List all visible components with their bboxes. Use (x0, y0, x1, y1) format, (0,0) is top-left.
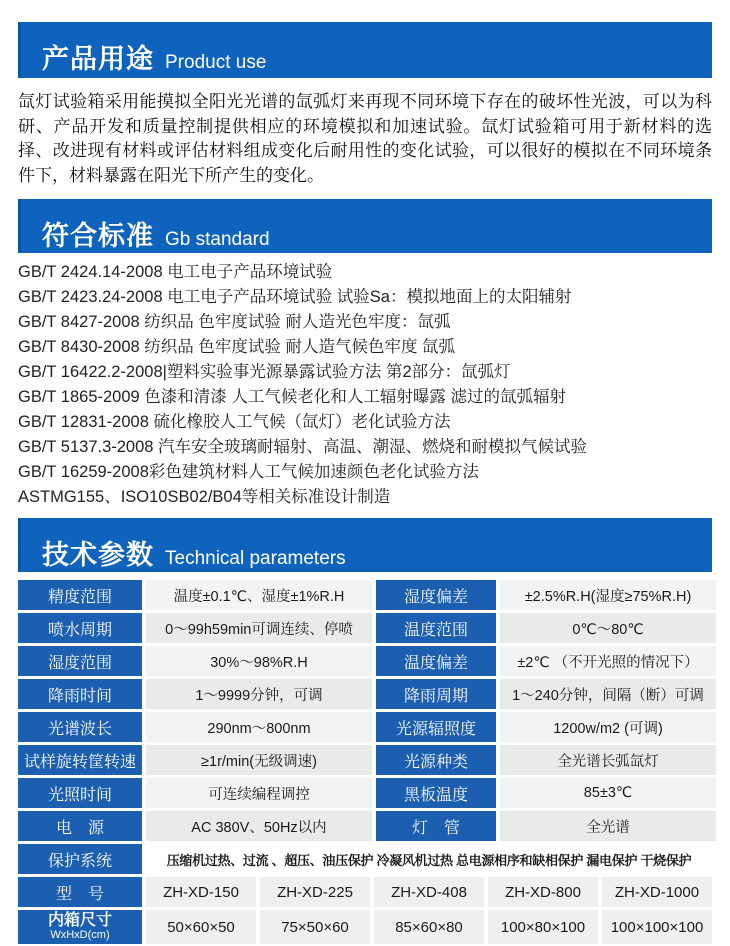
param-label: 温度范围 (376, 613, 496, 643)
section-header-inner: 技术参数 Technical parameters (42, 540, 346, 570)
param-label: 光照时间 (18, 778, 142, 808)
table-row (18, 811, 712, 841)
param-label: 黑板温度 (376, 778, 496, 808)
table-row (18, 679, 712, 709)
standards-list (18, 260, 712, 510)
model-value: ZH-XD-800 (488, 877, 598, 907)
param-value: 全光谱长弧氙灯 (500, 745, 716, 775)
dimension-value: 100×80×100 (488, 910, 598, 944)
param-value: AC 380V、50Hz以内 (146, 811, 372, 841)
param-label: 喷水周期 (18, 613, 142, 643)
table-row (18, 778, 712, 808)
param-label: 试样旋转筐转速 (18, 745, 142, 775)
model-value: ZH-XD-408 (374, 877, 484, 907)
param-label: 温度偏差 (376, 646, 496, 676)
table-row (18, 613, 712, 643)
section-header-standards (18, 199, 712, 253)
standard-item: ASTMG155、ISO10SB02/B04等相关标准设计制造 (18, 488, 391, 506)
param-value: 全光谱 (500, 811, 716, 841)
param-value: 290nm～800nm (146, 712, 372, 742)
param-label: 型 号 (18, 877, 142, 907)
param-label: 灯 管 (376, 811, 496, 841)
param-label: 湿度偏差 (376, 580, 496, 610)
param-value: 85±3℃ (500, 778, 716, 808)
param-value: ≥1r/min(无级调速) (146, 745, 372, 775)
section-header-inner: 产品用途 Product use (42, 44, 267, 74)
product-use-paragraph: 氙灯试验箱采用能摸拟全阳光光谱的氙弧灯来再现不同环境下存在的破坏性光波，可以为科研、产品开发和质量控制提供相应的环境模拟和加速试验。氙灯试验箱可用于新材料的选择、改进现有材料或评估材料组成变化后耐用性的变化试验，可以很好的模拟在不同环境条件下，材料暴露在阳光下所产生的变化。 (18, 92, 712, 185)
param-value: 温度±0.1℃、湿度±1%R.H (146, 580, 372, 610)
table-row-dimensions (18, 910, 712, 944)
table-row-models (18, 877, 712, 907)
param-value: 可连续编程调控 (146, 778, 372, 808)
param-value: ±2℃ （不开光照的情况下） (500, 646, 716, 676)
standard-item: GB/T 16422.2-2008|塑料实验事光源暴露试验方法 第2部分：氙弧灯 (18, 363, 511, 381)
dims-label-sub: WxHxD(cm) (50, 928, 110, 941)
dimension-value: 75×50×60 (260, 910, 370, 944)
standard-item: GB/T 16259-2008彩色建筑材料人工气候加速颜色老化试验方法 (18, 463, 479, 481)
param-value: 0～99h59min可调连续、停喷 (146, 613, 372, 643)
standard-item: GB/T 2423.24-2008 电工电子产品环境试验 试验Sa：模拟地面上的太阳辅射 (18, 288, 572, 306)
table-row (18, 580, 712, 610)
standard-item: GB/T 8430-2008 纺织品 色牢度试验 耐人造气候色牢度 氙弧 (18, 338, 456, 356)
standard-item: GB/T 12831-2008 硫化橡胶人工气候（氙灯）老化试验方法 (18, 413, 451, 431)
section-header-product-use (18, 22, 712, 78)
dimension-value: 50×60×50 (146, 910, 256, 944)
param-label: 电 源 (18, 811, 142, 841)
model-value: ZH-XD-150 (146, 877, 256, 907)
standard-item: GB/T 1865-2009 色漆和清漆 人工气候老化和人工辐射曝露 滤过的氙弧辐射 (18, 388, 566, 406)
standard-item: GB/T 2424.14-2008 电工电子产品环境试验 (18, 263, 333, 281)
param-value: 1～9999分钟，可调 (146, 679, 372, 709)
param-label: 保护系统 (18, 844, 142, 874)
table-row (18, 712, 712, 742)
param-label (18, 910, 142, 944)
param-label: 湿度范围 (18, 646, 142, 676)
param-label: 降雨时间 (18, 679, 142, 709)
param-label: 光源种类 (376, 745, 496, 775)
dims-label-main: 内箱尺寸 (47, 911, 112, 929)
table-row-protection (18, 844, 712, 874)
dimension-value: 85×60×80 (374, 910, 484, 944)
param-value: ±2.5%R.H(湿度≥75%R.H) (500, 580, 716, 610)
model-value: ZH-XD-225 (260, 877, 370, 907)
param-label: 光源辐照度 (376, 712, 496, 742)
spec-table (18, 580, 712, 944)
param-value: 0℃～80℃ (500, 613, 716, 643)
table-row (18, 745, 712, 775)
dimension-value: 100×100×100 (602, 910, 712, 944)
model-value: ZH-XD-1000 (602, 877, 712, 907)
param-value: 1200w/m2 (可调) (500, 712, 716, 742)
param-value: 1～240分钟，间隔（断）可调 (500, 679, 716, 709)
param-label: 降雨周期 (376, 679, 496, 709)
protection-value: 压缩机过热、过流 、超压、油压保护 冷凝风机过热 总电源相序和缺相保护 漏电保护 干烧保护 (146, 844, 712, 874)
param-label: 光谱波长 (18, 712, 142, 742)
standard-item: GB/T 8427-2008 纺织品 色牢度试验 耐人造光色牢度：氙弧 (18, 313, 451, 331)
section-header-tech-parameters (18, 518, 712, 572)
section-header-inner: 符合标准 Gb standard (42, 221, 270, 251)
param-value: 30%～98%R.H (146, 646, 372, 676)
standard-item: GB/T 5137.3-2008 汽车安全玻璃耐辐射、高温、潮湿、燃烧和耐模拟气候试验 (18, 438, 588, 456)
param-label: 精度范围 (18, 580, 142, 610)
table-row (18, 646, 712, 676)
